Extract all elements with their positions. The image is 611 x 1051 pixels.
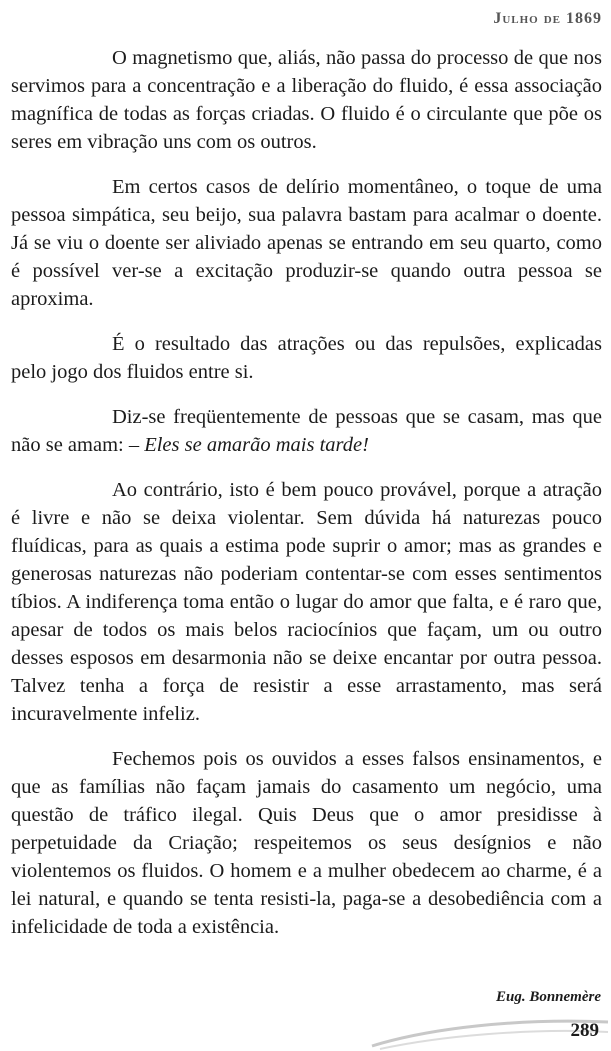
paragraph-1 — [11, 44, 602, 156]
paragraph-6-text: Fechemos pois os ouvidos a esses falsos ensinamentos, e que as famílias não façam jamais do casamento um negócio, uma questão de tráfico ilegal. Quis Deus que o amor presidisse à perpetuidade da Criação; respeitemos os seus desígnios e não violentemos os fluidos. O homem e a mulher obedecem ao charme, é a lei natural, e quando se tenta resisti-la, paga-se a desobediência com a infelicidade de toda a existência. — [11, 748, 602, 938]
paragraph-3-text: É o resultado das atrações ou das repulsões, explicadas pelo jogo dos fluidos entre si. — [11, 333, 602, 383]
author-signature: Eug. Bonnemère — [495, 989, 601, 1005]
article-body — [11, 44, 602, 958]
paragraph-1-text: O magnetismo que, aliás, não passa do processo de que nos servimos para a concentração e a liberação do fluido, é essa associação magnífica de todas as forças criadas. O fluido é o circulante que põe os seres em vibração uns com os outros. — [11, 47, 602, 153]
paragraph-4 — [11, 403, 602, 459]
paragraph-6 — [11, 745, 602, 941]
paragraph-2 — [11, 173, 602, 313]
page-number: 289 — [570, 1020, 599, 1041]
running-header: Julho de 1869 — [493, 10, 602, 27]
paragraph-5-text: Ao contrário, isto é bem pouco provável, porque a atração é livre e não se deixa violentar. Sem dúvida há naturezas pouco fluídicas, para as quais a estima pode suprir o amor; mas as grandes e generosas naturezas não poderiam contentar-se com esses sentimentos tíbios. A indiferença toma então o lugar do amor que falta, e é raro que, apesar de todos os mais belos raciocínios que façam, um ou outro desses esposos em desarmonia não se deixe encantar por outra pessoa. Talvez tenha a força de resistir a esse arrastamento, mas será incuravelmente infeliz. — [11, 479, 602, 725]
paragraph-2-text: Em certos casos de delírio momentâneo, o toque de uma pessoa simpática, seu beijo, sua palavra bastam para acalmar o doente. Já se viu o doente ser aliviado apenas se entrando em seu quarto, como é possível ver-se a excitação produzir-se quando outra pessoa se aproxima. — [11, 176, 602, 310]
paragraph-5 — [11, 476, 602, 728]
paragraph-3 — [11, 330, 602, 386]
paragraph-4-text: Diz-se freqüentemente de pessoas que se casam, mas que não se amam: – — [11, 406, 602, 456]
paragraph-4-italic-quote: Eles se amarão mais tarde! — [144, 434, 369, 456]
